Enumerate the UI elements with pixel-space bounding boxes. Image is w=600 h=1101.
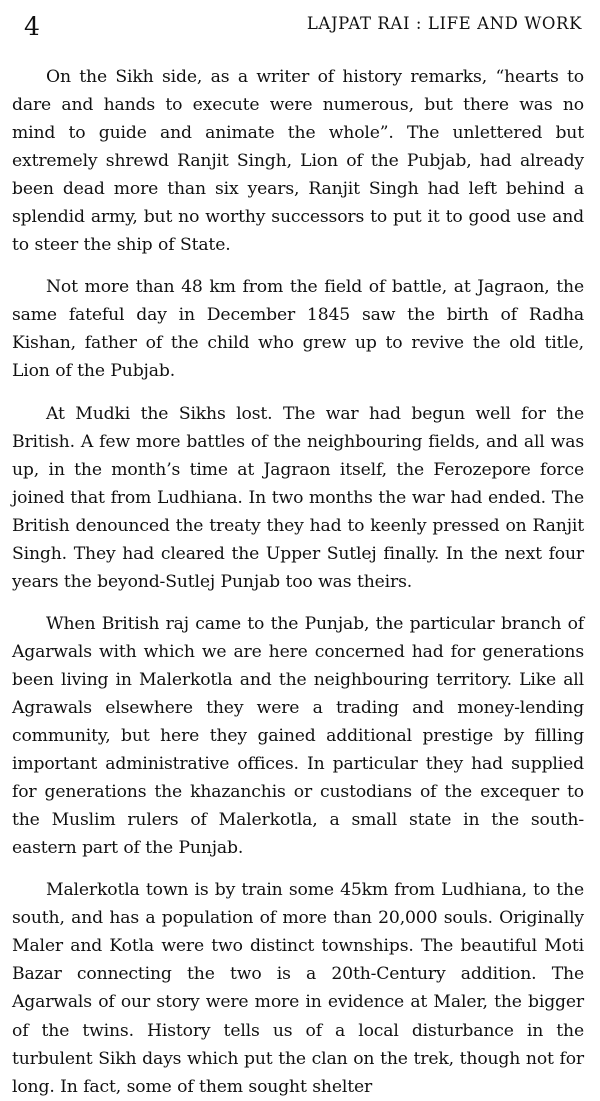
paragraph-4: When British raj came to the Punjab, the particular branch of Agarwals with which we are here concerned had for generations been living in Malerkotla and the neighbouring territory. Like all Agrawals elsewhere they were a trading and money-lending community, but here they gained additional prestige by filling important administrative offices. In particular they had supplied for generations the khazanchis or custodians of the excequer to the Muslim rulers of Malerkotla, a small state in the south-eastern part of the Punjab. xyxy=(12,613,584,859)
paragraph-2: Not more than 48 km from the field of battle, at Jagraon, the same fateful day in December 1845 saw the birth of Radha Kishan, father of the child who grew up to revive the old title, Lion of the Pubjab. xyxy=(12,277,584,382)
paragraph-1: On the Sikh side, as a writer of history remarks, “hearts to dare and hands to execute were numerous, but there was no mind to guide and animate the whole”. The unlettered but extremely shrewd Ranjit Singh, Lion of the Pubjab, had already been dead more than six years, Ranjit Singh had left behind a splendid army, but no worthy successors to put it to good use and to steer the ship of State. xyxy=(12,67,584,256)
body-text xyxy=(12,63,584,1101)
paragraph-5: Malerkotla town is by train some 45km from Ludhiana, to the south, and has a population of more than 20,000 souls. Originally Maler and Kotla were two distinct townships. The beautiful Moti Bazar connecting the two is a 20th-Century addition. The Agarwals of our story were more in evidence at Maler, the bigger of the twins. History tells us of a local disturbance in the turbulent Sikh days which put the clan on the trek, though not for long. In fact, some of them sought shelter xyxy=(12,880,584,1097)
paragraph-3: At Mudki the Sikhs lost. The war had begun well for the British. A few more battles of the neighbouring fields, and all was up, in the month’s time at Jagraon itself, the Ferozepore force joined that from Ludhiana. In two months the war had ended. The British denounced the treaty they had to keenly pressed on Ranjit Singh. They had cleared the Upper Sutlej finally. In the next four years the beyond-Sutlej Punjab too was theirs. xyxy=(12,403,584,592)
page-header xyxy=(24,14,582,54)
page-number: 4 xyxy=(24,12,41,41)
running-head: LAJPAT RAI : LIFE AND WORK xyxy=(306,14,582,33)
